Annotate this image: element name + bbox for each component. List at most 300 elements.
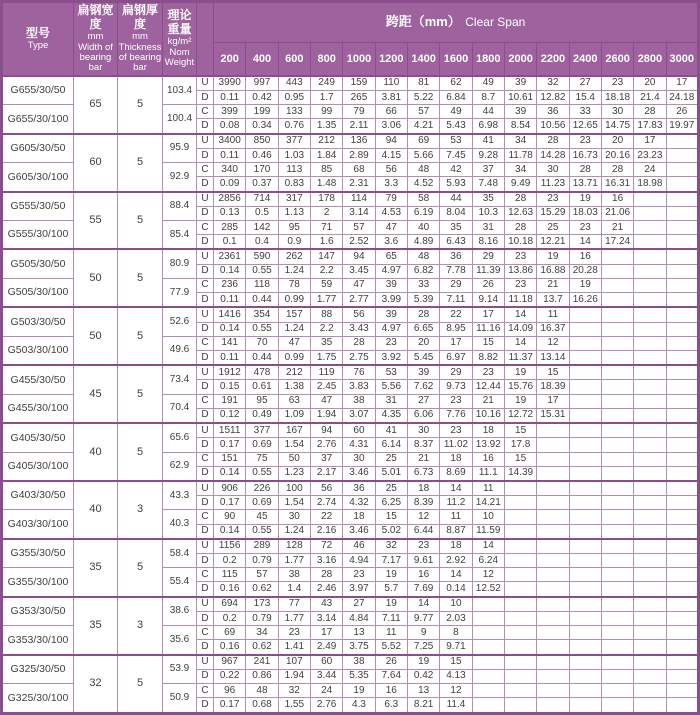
value-cell: 32 [375, 539, 407, 554]
weight-cell: 77.9 [163, 278, 197, 307]
value-cell: 17.8 [504, 438, 536, 452]
value-cell: 42 [440, 163, 472, 177]
value-cell: 0.16 [214, 640, 246, 655]
span-column-header: 1400 [407, 42, 439, 75]
value-cell: 19 [569, 278, 601, 292]
row-key-cell: D [197, 206, 214, 220]
value-cell [666, 235, 698, 250]
value-cell: 2.2 [310, 264, 342, 278]
value-cell: 1.77 [278, 554, 310, 568]
value-cell: 0.55 [246, 524, 278, 539]
value-cell: 4.15 [375, 148, 407, 162]
value-cell [666, 510, 698, 524]
row-key-cell: D [197, 119, 214, 134]
value-cell: 0.69 [246, 496, 278, 510]
value-cell [601, 423, 633, 438]
value-cell [634, 466, 666, 481]
type-cell: G325/30/100 [2, 684, 74, 714]
value-cell: 34 [504, 163, 536, 177]
table-row [2, 249, 699, 264]
span-column-header: 2000 [504, 42, 536, 75]
value-cell [537, 481, 569, 496]
value-cell: 5.39 [407, 293, 439, 308]
value-cell: 10 [472, 510, 504, 524]
value-cell [601, 408, 633, 423]
value-cell: 40 [407, 221, 439, 235]
width-cell: 50 [74, 249, 118, 307]
value-cell: 2.03 [440, 611, 472, 625]
value-cell: 37 [472, 163, 504, 177]
value-cell: 31 [472, 221, 504, 235]
value-cell [666, 192, 698, 207]
value-cell [666, 408, 698, 423]
value-cell: 50 [278, 452, 310, 466]
type-cell: G503/30/100 [2, 336, 74, 365]
value-cell: 18.18 [601, 91, 633, 105]
value-cell: 30 [278, 510, 310, 524]
value-cell: 6.65 [407, 322, 439, 336]
table-row [2, 192, 699, 207]
value-cell: 11.02 [440, 438, 472, 452]
row-key-cell: D [197, 177, 214, 192]
value-cell: 94 [310, 423, 342, 438]
value-cell: 142 [246, 221, 278, 235]
header-type [2, 2, 74, 76]
value-cell: 147 [310, 249, 342, 264]
width-cell: 45 [74, 365, 118, 423]
value-cell: 28 [343, 336, 375, 350]
value-cell: 0.9 [278, 235, 310, 250]
table-row [2, 76, 699, 91]
value-cell: 1.7 [310, 91, 342, 105]
value-cell: 5.22 [407, 91, 439, 105]
value-cell: 17 [310, 626, 342, 640]
value-cell: 36 [343, 481, 375, 496]
header-clear-span-en: Clear Span [465, 15, 526, 30]
value-cell [666, 423, 698, 438]
value-cell: 136 [343, 134, 375, 149]
value-cell [666, 582, 698, 597]
row-key-cell: U [197, 134, 214, 149]
value-cell: 0.11 [214, 148, 246, 162]
value-cell: 71 [310, 221, 342, 235]
value-cell: 56 [375, 163, 407, 177]
value-cell [569, 350, 601, 365]
value-cell: 19 [407, 655, 439, 670]
value-cell: 0.14 [214, 322, 246, 336]
value-cell: 2.74 [310, 496, 342, 510]
value-cell: 4.3 [343, 698, 375, 714]
value-cell: 16.31 [601, 177, 633, 192]
value-cell: 38 [343, 394, 375, 408]
value-cell: 26 [472, 278, 504, 292]
value-cell: 3.06 [375, 119, 407, 134]
value-cell: 16 [375, 684, 407, 698]
value-cell: 13 [343, 626, 375, 640]
value-cell: 2.89 [343, 148, 375, 162]
value-cell: 32 [537, 76, 569, 91]
value-cell: 21 [472, 394, 504, 408]
row-key-cell: U [197, 597, 214, 612]
value-cell: 0.99 [278, 350, 310, 365]
value-cell [634, 452, 666, 466]
value-cell: 340 [214, 163, 246, 177]
value-cell: 113 [278, 163, 310, 177]
table-row [2, 597, 699, 612]
value-cell: 23 [472, 365, 504, 380]
value-cell: 15 [440, 655, 472, 670]
table-row [2, 365, 699, 380]
value-cell: 5.93 [440, 177, 472, 192]
value-cell [634, 249, 666, 264]
value-cell [601, 264, 633, 278]
value-cell: 34 [504, 134, 536, 149]
value-cell: 5.01 [375, 466, 407, 481]
value-cell: 8.21 [407, 698, 439, 714]
value-cell: 25 [375, 481, 407, 496]
value-cell [666, 481, 698, 496]
value-cell [601, 597, 633, 612]
value-cell: 18 [440, 539, 472, 554]
value-cell: 265 [343, 91, 375, 105]
value-cell: 20.28 [569, 264, 601, 278]
value-cell: 0.4 [246, 235, 278, 250]
value-cell: 9.61 [407, 554, 439, 568]
value-cell: 2.2 [310, 322, 342, 336]
table-row [2, 134, 699, 149]
value-cell: 3.75 [343, 640, 375, 655]
value-cell [472, 655, 504, 670]
value-cell [601, 322, 633, 336]
value-cell: 12.65 [569, 119, 601, 134]
value-cell: 262 [278, 249, 310, 264]
value-cell: 45 [246, 510, 278, 524]
table-row [2, 307, 699, 322]
row-key-cell: U [197, 249, 214, 264]
value-cell: 12.44 [472, 380, 504, 394]
value-cell [601, 438, 633, 452]
value-cell: 5.45 [407, 350, 439, 365]
value-cell: 18 [440, 452, 472, 466]
value-cell: 11.37 [504, 350, 536, 365]
value-cell: 377 [278, 134, 310, 149]
value-cell: 178 [310, 192, 342, 207]
value-cell: 39 [375, 307, 407, 322]
value-cell [634, 496, 666, 510]
value-cell [601, 554, 633, 568]
value-cell: 12 [407, 510, 439, 524]
value-cell: 44 [472, 105, 504, 119]
value-cell: 13.7 [537, 293, 569, 308]
type-cell: G403/30/100 [2, 510, 74, 539]
value-cell: 5.35 [343, 669, 375, 683]
value-cell: 28 [537, 134, 569, 149]
value-cell [472, 597, 504, 612]
value-cell [472, 626, 504, 640]
value-cell: 9.71 [440, 640, 472, 655]
value-cell: 11.4 [440, 698, 472, 714]
row-key-cell: C [197, 568, 214, 582]
value-cell [634, 264, 666, 278]
value-cell [569, 510, 601, 524]
value-cell: 28 [407, 307, 439, 322]
value-cell: 7.17 [375, 554, 407, 568]
span-column-header: 2400 [569, 42, 601, 75]
value-cell [634, 394, 666, 408]
value-cell: 24 [310, 684, 342, 698]
row-key-cell: U [197, 481, 214, 496]
type-cell: G655/30/100 [2, 105, 74, 134]
span-column-header: 600 [278, 42, 310, 75]
span-column-header: 200 [214, 42, 246, 75]
value-cell: 78 [278, 278, 310, 292]
row-key-cell: D [197, 264, 214, 278]
value-cell: 5.56 [375, 380, 407, 394]
value-cell [634, 568, 666, 582]
value-cell: 14 [440, 481, 472, 496]
value-cell: 99 [310, 105, 342, 119]
span-column-header: 1600 [440, 42, 472, 75]
value-cell: 212 [278, 365, 310, 380]
value-cell [472, 611, 504, 625]
width-cell: 55 [74, 192, 118, 250]
value-cell [634, 336, 666, 350]
row-key-cell: D [197, 380, 214, 394]
value-cell [537, 611, 569, 625]
value-cell: 18.03 [569, 206, 601, 220]
value-cell [601, 568, 633, 582]
value-cell: 15 [472, 336, 504, 350]
value-cell: 49 [472, 76, 504, 91]
value-cell: 4.31 [343, 438, 375, 452]
value-cell: 2.46 [310, 582, 342, 597]
value-cell [634, 669, 666, 683]
row-key-cell: D [197, 524, 214, 539]
value-cell: 8 [440, 626, 472, 640]
value-cell: 3990 [214, 76, 246, 91]
value-cell: 967 [214, 655, 246, 670]
width-cell: 35 [74, 539, 118, 597]
value-cell [666, 554, 698, 568]
value-cell: 0.5 [246, 206, 278, 220]
value-cell [504, 640, 536, 655]
value-cell: 2.17 [310, 466, 342, 481]
width-cell: 40 [74, 481, 118, 539]
span-column-header: 400 [246, 42, 278, 75]
row-key-cell: U [197, 655, 214, 670]
value-cell: 65 [375, 249, 407, 264]
value-cell: 27 [343, 597, 375, 612]
value-cell: 95 [246, 394, 278, 408]
value-cell: 39 [375, 278, 407, 292]
value-cell: 0.11 [214, 350, 246, 365]
value-cell: 60 [343, 423, 375, 438]
value-cell: 399 [214, 105, 246, 119]
value-cell: 0.55 [246, 322, 278, 336]
row-key-cell: C [197, 221, 214, 235]
span-column-header: 800 [310, 42, 342, 75]
value-cell [666, 684, 698, 698]
value-cell [504, 554, 536, 568]
row-key-cell: D [197, 438, 214, 452]
value-cell: 29 [440, 278, 472, 292]
value-cell: 354 [246, 307, 278, 322]
value-cell: 16 [407, 568, 439, 582]
value-cell: 7.64 [375, 669, 407, 683]
value-cell [601, 249, 633, 264]
value-cell: 2.76 [310, 438, 342, 452]
value-cell: 17 [666, 76, 698, 91]
width-cell: 50 [74, 307, 118, 365]
value-cell: 0.13 [214, 206, 246, 220]
value-cell: 3.14 [310, 611, 342, 625]
value-cell: 30 [601, 105, 633, 119]
value-cell: 10.3 [472, 206, 504, 220]
value-cell: 1.38 [278, 380, 310, 394]
value-cell [537, 669, 569, 683]
value-cell: 29 [440, 365, 472, 380]
row-key-cell: D [197, 293, 214, 308]
value-cell [601, 611, 633, 625]
value-cell: 7.48 [472, 177, 504, 192]
value-cell: 9.73 [440, 380, 472, 394]
value-cell [504, 626, 536, 640]
value-cell: 1.13 [278, 206, 310, 220]
value-cell: 23 [278, 626, 310, 640]
value-cell: 9.49 [504, 177, 536, 192]
header-thickness-unit: mm [132, 30, 148, 42]
value-cell [569, 365, 601, 380]
value-cell: 0.17 [214, 698, 246, 714]
row-key-cell: C [197, 336, 214, 350]
value-cell: 8.16 [472, 235, 504, 250]
value-cell [537, 539, 569, 554]
value-cell: 43 [310, 597, 342, 612]
value-cell: 30 [343, 452, 375, 466]
value-cell [601, 496, 633, 510]
value-cell: 39 [504, 76, 536, 91]
value-cell: 41 [472, 134, 504, 149]
value-cell: 2.31 [343, 177, 375, 192]
value-cell: 4.52 [407, 177, 439, 192]
thickness-cell: 5 [118, 134, 163, 192]
value-cell: 18.98 [634, 177, 666, 192]
value-cell: 3.07 [343, 408, 375, 423]
weight-cell: 62.9 [163, 452, 197, 481]
value-cell: 5.52 [375, 640, 407, 655]
value-cell: 12.21 [537, 235, 569, 250]
value-cell: 11 [537, 307, 569, 322]
value-cell: 9.77 [407, 611, 439, 625]
value-cell [601, 669, 633, 683]
value-cell: 1.6 [310, 235, 342, 250]
value-cell: 1.24 [278, 264, 310, 278]
value-cell: 167 [278, 423, 310, 438]
value-cell: 377 [246, 423, 278, 438]
value-cell [634, 481, 666, 496]
value-cell: 28 [504, 192, 536, 207]
value-cell: 72 [310, 539, 342, 554]
value-cell [601, 452, 633, 466]
row-key-cell: D [197, 322, 214, 336]
value-cell [634, 192, 666, 207]
value-cell: 8.54 [504, 119, 536, 134]
value-cell [569, 655, 601, 670]
value-cell: 1.77 [278, 611, 310, 625]
value-cell: 4.53 [375, 206, 407, 220]
thickness-cell: 5 [118, 655, 163, 714]
value-cell [601, 684, 633, 698]
value-cell [569, 684, 601, 698]
value-cell: 12.82 [537, 91, 569, 105]
value-cell: 14.39 [504, 466, 536, 481]
header-clear-span [214, 2, 699, 43]
row-key-cell: D [197, 408, 214, 423]
value-cell [634, 206, 666, 220]
value-cell [569, 380, 601, 394]
value-cell: 49 [440, 105, 472, 119]
value-cell [666, 452, 698, 466]
type-cell: G505/30/100 [2, 278, 74, 307]
value-cell: 36 [537, 105, 569, 119]
value-cell [601, 524, 633, 539]
type-cell: G325/30/50 [2, 655, 74, 684]
weight-cell: 52.6 [163, 307, 197, 336]
value-cell: 17.83 [634, 119, 666, 134]
value-cell [504, 582, 536, 597]
value-cell [666, 568, 698, 582]
value-cell: 21 [407, 452, 439, 466]
value-cell [601, 481, 633, 496]
value-cell: 0.68 [246, 698, 278, 714]
value-cell [569, 669, 601, 683]
row-key-cell: D [197, 91, 214, 105]
value-cell: 36 [440, 249, 472, 264]
value-cell: 0.11 [214, 91, 246, 105]
row-key-cell: C [197, 452, 214, 466]
value-cell: 1.35 [310, 119, 342, 134]
value-cell: 29 [472, 249, 504, 264]
value-cell [569, 452, 601, 466]
type-cell: G353/30/50 [2, 597, 74, 626]
value-cell [537, 684, 569, 698]
value-cell: 28 [601, 163, 633, 177]
value-cell: 133 [278, 105, 310, 119]
span-column-header: 1800 [472, 42, 504, 75]
value-cell: 2.76 [310, 698, 342, 714]
value-cell: 0.11 [214, 293, 246, 308]
value-cell: 0.14 [214, 264, 246, 278]
value-cell: 2.11 [343, 119, 375, 134]
value-cell: 3.46 [343, 524, 375, 539]
value-cell [666, 539, 698, 554]
value-cell: 14.09 [504, 322, 536, 336]
value-cell: 7.25 [407, 640, 439, 655]
weight-cell: 35.6 [163, 626, 197, 655]
value-cell: 7.78 [440, 264, 472, 278]
value-cell: 249 [310, 76, 342, 91]
row-key-cell: U [197, 192, 214, 207]
value-cell: 3.92 [375, 350, 407, 365]
value-cell: 13.71 [569, 177, 601, 192]
value-cell: 16 [569, 249, 601, 264]
value-cell [666, 206, 698, 220]
value-cell: 199 [246, 105, 278, 119]
value-cell: 96 [214, 684, 246, 698]
weight-cell: 38.6 [163, 597, 197, 626]
value-cell: 141 [214, 336, 246, 350]
header-weight-zh: 理论重量 [167, 8, 192, 37]
